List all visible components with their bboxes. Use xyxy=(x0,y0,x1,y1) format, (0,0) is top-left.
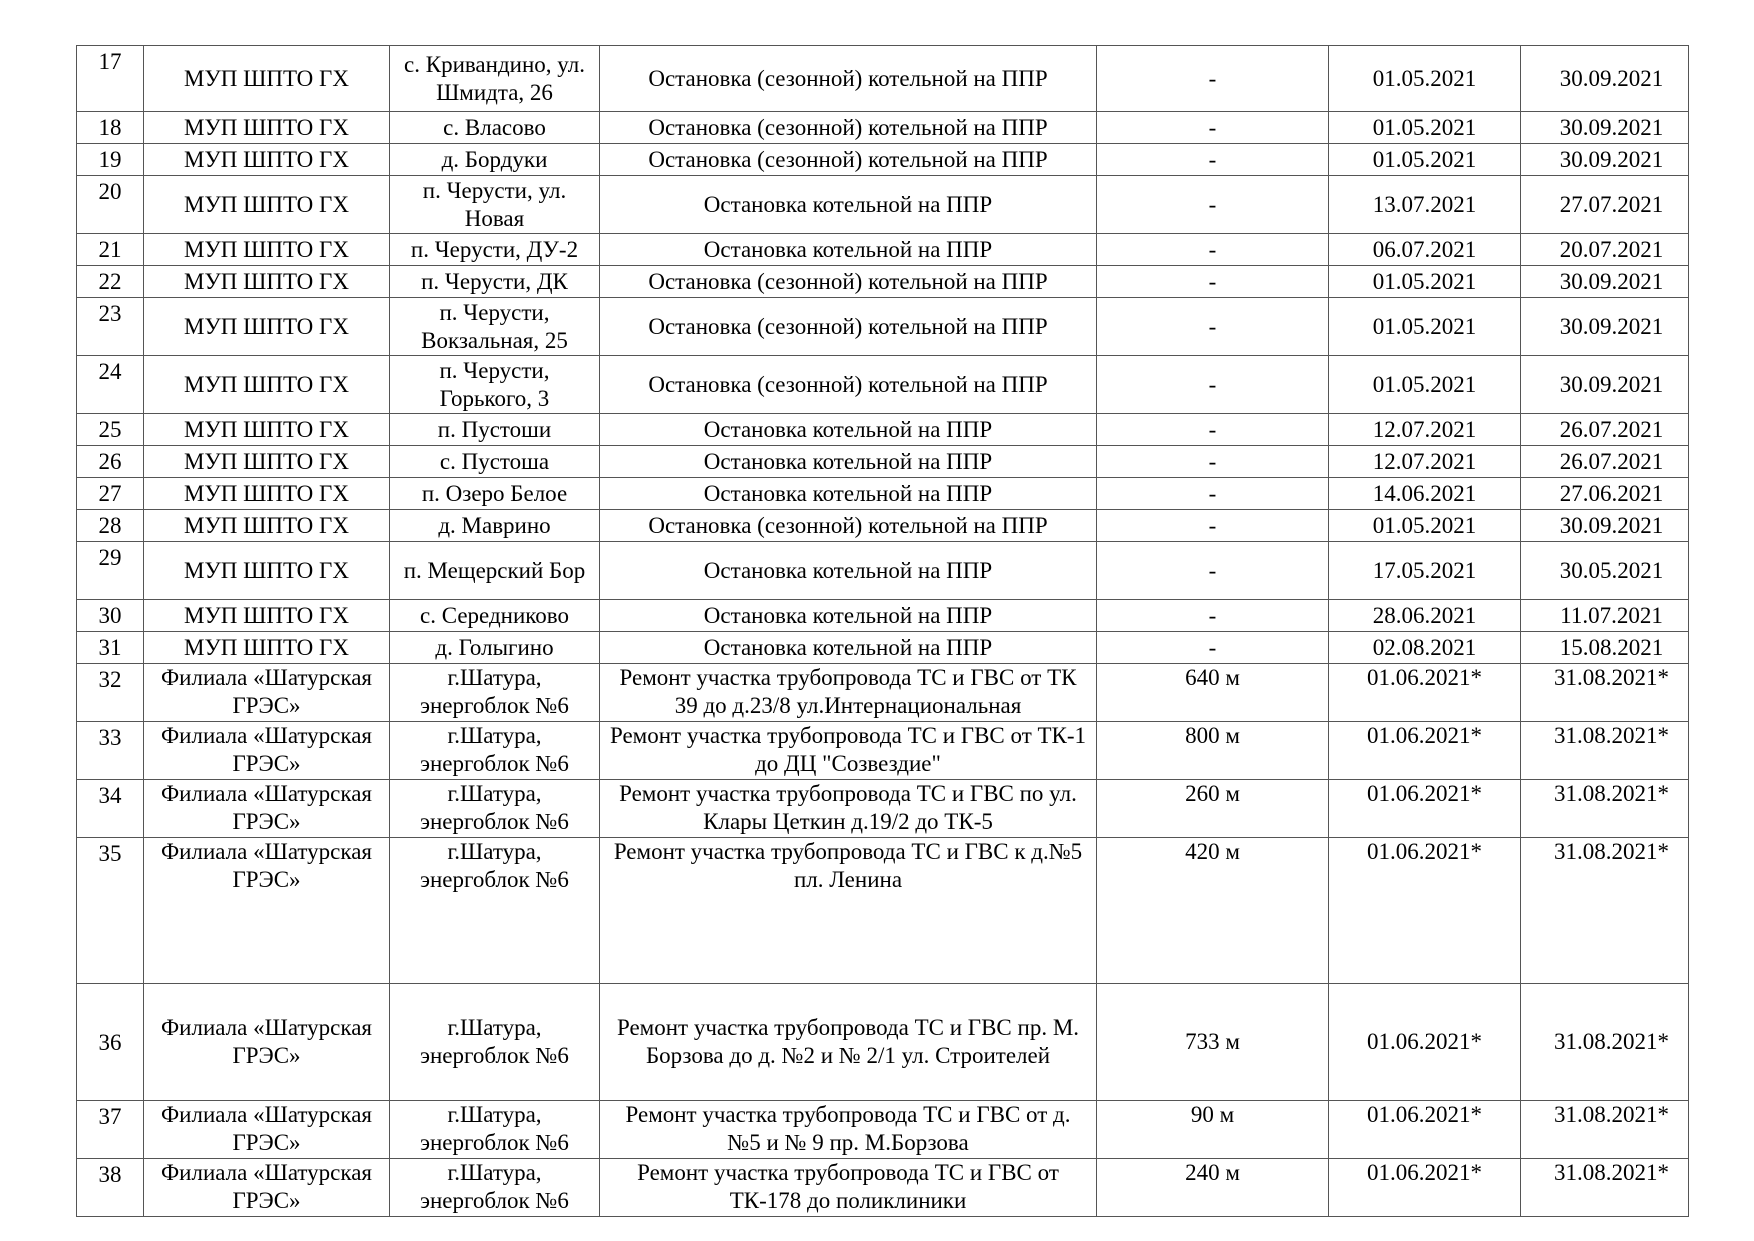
cell-loc: п. Черусти, ДУ-2 xyxy=(390,234,600,266)
cell-work: Ремонт участка трубопровода ТС и ГВС по ул. Клары Цеткин д.19/2 до ТК-5 xyxy=(600,780,1097,838)
cell-end: 31.08.2021* xyxy=(1521,838,1689,984)
table-row xyxy=(77,46,1689,112)
table-row xyxy=(77,542,1689,600)
cell-start: 01.05.2021 xyxy=(1329,510,1521,542)
table-row xyxy=(77,446,1689,478)
cell-num: 38 xyxy=(77,1159,144,1217)
cell-len: - xyxy=(1097,176,1329,234)
cell-loc: д. Маврино xyxy=(390,510,600,542)
cell-start: 01.06.2021* xyxy=(1329,1159,1521,1217)
cell-work: Остановка (сезонной) котельной на ППР xyxy=(600,46,1097,112)
cell-num: 21 xyxy=(77,234,144,266)
cell-end: 11.07.2021 xyxy=(1521,600,1689,632)
cell-end: 31.08.2021* xyxy=(1521,664,1689,722)
cell-num: 31 xyxy=(77,632,144,664)
cell-org: Филиала «Шатурская ГРЭС» xyxy=(144,1159,390,1217)
cell-num: 18 xyxy=(77,112,144,144)
cell-org: МУП ШПТО ГХ xyxy=(144,542,390,600)
cell-len: - xyxy=(1097,46,1329,112)
cell-end: 20.07.2021 xyxy=(1521,234,1689,266)
cell-loc: с. Пустоша xyxy=(390,446,600,478)
cell-len: - xyxy=(1097,266,1329,298)
table-row xyxy=(77,176,1689,234)
cell-num: 34 xyxy=(77,780,144,838)
cell-work: Остановка котельной на ППР xyxy=(600,234,1097,266)
cell-work: Остановка котельной на ППР xyxy=(600,446,1097,478)
cell-end: 30.09.2021 xyxy=(1521,266,1689,298)
cell-org: МУП ШПТО ГХ xyxy=(144,112,390,144)
cell-loc: с. Кривандино, ул. Шмидта, 26 xyxy=(390,46,600,112)
cell-org: МУП ШПТО ГХ xyxy=(144,356,390,414)
cell-start: 01.06.2021* xyxy=(1329,1101,1521,1159)
cell-work: Остановка (сезонной) котельной на ППР xyxy=(600,298,1097,356)
table-row xyxy=(77,478,1689,510)
cell-end: 30.09.2021 xyxy=(1521,298,1689,356)
cell-org: МУП ШПТО ГХ xyxy=(144,176,390,234)
table-row xyxy=(77,144,1689,176)
cell-loc: п. Пустоши xyxy=(390,414,600,446)
cell-end: 27.06.2021 xyxy=(1521,478,1689,510)
cell-org: Филиала «Шатурская ГРЭС» xyxy=(144,1101,390,1159)
cell-end: 26.07.2021 xyxy=(1521,446,1689,478)
cell-len: - xyxy=(1097,112,1329,144)
table-row xyxy=(77,356,1689,414)
cell-org: Филиала «Шатурская ГРЭС» xyxy=(144,780,390,838)
cell-start: 28.06.2021 xyxy=(1329,600,1521,632)
cell-work: Ремонт участка трубопровода ТС и ГВС от д. №5 и № 9 пр. М.Борзова xyxy=(600,1101,1097,1159)
table-body xyxy=(77,46,1689,1217)
cell-start: 01.06.2021* xyxy=(1329,780,1521,838)
cell-start: 17.05.2021 xyxy=(1329,542,1521,600)
table-row xyxy=(77,664,1689,722)
cell-len: 640 м xyxy=(1097,664,1329,722)
cell-len: 733 м xyxy=(1097,984,1329,1101)
cell-loc: п. Черусти, Вокзальная, 25 xyxy=(390,298,600,356)
cell-num: 32 xyxy=(77,664,144,722)
cell-end: 31.08.2021* xyxy=(1521,984,1689,1101)
cell-len: - xyxy=(1097,356,1329,414)
cell-work: Остановка (сезонной) котельной на ППР xyxy=(600,112,1097,144)
table-row xyxy=(77,414,1689,446)
cell-loc: г.Шатура, энергоблок №6 xyxy=(390,664,600,722)
cell-end: 30.09.2021 xyxy=(1521,112,1689,144)
cell-org: Филиала «Шатурская ГРЭС» xyxy=(144,664,390,722)
cell-loc: д. Бордуки xyxy=(390,144,600,176)
cell-end: 31.08.2021* xyxy=(1521,780,1689,838)
cell-num: 30 xyxy=(77,600,144,632)
cell-start: 02.08.2021 xyxy=(1329,632,1521,664)
cell-num: 17 xyxy=(77,46,144,112)
cell-org: МУП ШПТО ГХ xyxy=(144,144,390,176)
cell-start: 01.05.2021 xyxy=(1329,356,1521,414)
cell-loc: с. Середниково xyxy=(390,600,600,632)
cell-loc: г.Шатура, энергоблок №6 xyxy=(390,984,600,1101)
cell-org: МУП ШПТО ГХ xyxy=(144,414,390,446)
cell-org: МУП ШПТО ГХ xyxy=(144,632,390,664)
cell-len: - xyxy=(1097,632,1329,664)
cell-start: 14.06.2021 xyxy=(1329,478,1521,510)
cell-end: 30.09.2021 xyxy=(1521,356,1689,414)
cell-work: Остановка котельной на ППР xyxy=(600,632,1097,664)
cell-loc: с. Власово xyxy=(390,112,600,144)
cell-end: 30.05.2021 xyxy=(1521,542,1689,600)
cell-len: - xyxy=(1097,542,1329,600)
cell-len: 90 м xyxy=(1097,1101,1329,1159)
cell-org: МУП ШПТО ГХ xyxy=(144,234,390,266)
cell-end: 30.09.2021 xyxy=(1521,46,1689,112)
cell-work: Остановка котельной на ППР xyxy=(600,414,1097,446)
cell-len: - xyxy=(1097,144,1329,176)
cell-len: - xyxy=(1097,414,1329,446)
cell-start: 01.05.2021 xyxy=(1329,112,1521,144)
cell-num: 20 xyxy=(77,176,144,234)
cell-num: 24 xyxy=(77,356,144,414)
cell-org: Филиала «Шатурская ГРЭС» xyxy=(144,838,390,984)
cell-len: 240 м xyxy=(1097,1159,1329,1217)
cell-org: МУП ШПТО ГХ xyxy=(144,266,390,298)
table-row xyxy=(77,1159,1689,1217)
cell-len: 420 м xyxy=(1097,838,1329,984)
cell-org: МУП ШПТО ГХ xyxy=(144,510,390,542)
cell-num: 33 xyxy=(77,722,144,780)
cell-start: 01.06.2021* xyxy=(1329,984,1521,1101)
cell-loc: п. Черусти, ДК xyxy=(390,266,600,298)
cell-num: 25 xyxy=(77,414,144,446)
cell-work: Ремонт участка трубопровода ТС и ГВС от ТК-178 до поликлиники xyxy=(600,1159,1097,1217)
cell-num: 23 xyxy=(77,298,144,356)
cell-work: Остановка (сезонной) котельной на ППР xyxy=(600,356,1097,414)
cell-org: МУП ШПТО ГХ xyxy=(144,446,390,478)
cell-work: Остановка котельной на ППР xyxy=(600,176,1097,234)
cell-work: Остановка (сезонной) котельной на ППР xyxy=(600,510,1097,542)
cell-loc: п. Озеро Белое xyxy=(390,478,600,510)
cell-work: Ремонт участка трубопровода ТС и ГВС от ТК 39 до д.23/8 ул.Интернациональная xyxy=(600,664,1097,722)
cell-start: 06.07.2021 xyxy=(1329,234,1521,266)
cell-end: 26.07.2021 xyxy=(1521,414,1689,446)
table-row xyxy=(77,266,1689,298)
cell-len: 800 м xyxy=(1097,722,1329,780)
table-row xyxy=(77,600,1689,632)
cell-num: 28 xyxy=(77,510,144,542)
cell-work: Ремонт участка трубопровода ТС и ГВС пр. М. Борзова до д. №2 и № 2/1 ул. Строителей xyxy=(600,984,1097,1101)
cell-start: 01.05.2021 xyxy=(1329,298,1521,356)
cell-len: - xyxy=(1097,600,1329,632)
cell-start: 01.06.2021* xyxy=(1329,722,1521,780)
cell-loc: д. Голыгино xyxy=(390,632,600,664)
cell-start: 01.05.2021 xyxy=(1329,144,1521,176)
cell-end: 15.08.2021 xyxy=(1521,632,1689,664)
cell-loc: п. Черусти, Горького, 3 xyxy=(390,356,600,414)
cell-org: Филиала «Шатурская ГРЭС» xyxy=(144,722,390,780)
cell-org: МУП ШПТО ГХ xyxy=(144,600,390,632)
cell-start: 01.05.2021 xyxy=(1329,46,1521,112)
table-row xyxy=(77,1101,1689,1159)
cell-num: 19 xyxy=(77,144,144,176)
cell-loc: г.Шатура, энергоблок №6 xyxy=(390,1101,600,1159)
cell-end: 30.09.2021 xyxy=(1521,144,1689,176)
cell-loc: п. Черусти, ул. Новая xyxy=(390,176,600,234)
cell-work: Остановка котельной на ППР xyxy=(600,542,1097,600)
cell-num: 27 xyxy=(77,478,144,510)
cell-len: 260 м xyxy=(1097,780,1329,838)
cell-start: 12.07.2021 xyxy=(1329,414,1521,446)
cell-start: 01.06.2021* xyxy=(1329,664,1521,722)
cell-end: 31.08.2021* xyxy=(1521,1101,1689,1159)
cell-len: - xyxy=(1097,446,1329,478)
cell-num: 26 xyxy=(77,446,144,478)
cell-loc: г.Шатура, энергоблок №6 xyxy=(390,1159,600,1217)
cell-work: Остановка (сезонной) котельной на ППР xyxy=(600,144,1097,176)
cell-loc: г.Шатура, энергоблок №6 xyxy=(390,838,600,984)
cell-num: 35 xyxy=(77,838,144,984)
table-row xyxy=(77,112,1689,144)
table-row xyxy=(77,780,1689,838)
cell-start: 13.07.2021 xyxy=(1329,176,1521,234)
cell-len: - xyxy=(1097,478,1329,510)
cell-len: - xyxy=(1097,234,1329,266)
cell-end: 31.08.2021* xyxy=(1521,1159,1689,1217)
cell-org: МУП ШПТО ГХ xyxy=(144,46,390,112)
cell-len: - xyxy=(1097,298,1329,356)
cell-num: 37 xyxy=(77,1101,144,1159)
cell-num: 36 xyxy=(77,984,144,1101)
cell-loc: п. Мещерский Бор xyxy=(390,542,600,600)
cell-end: 30.09.2021 xyxy=(1521,510,1689,542)
cell-org: МУП ШПТО ГХ xyxy=(144,298,390,356)
cell-start: 12.07.2021 xyxy=(1329,446,1521,478)
cell-len: - xyxy=(1097,510,1329,542)
cell-end: 31.08.2021* xyxy=(1521,722,1689,780)
cell-work: Ремонт участка трубопровода ТС и ГВС к д.№5 пл. Ленина xyxy=(600,838,1097,984)
cell-num: 22 xyxy=(77,266,144,298)
table-row xyxy=(77,234,1689,266)
cell-work: Остановка котельной на ППР xyxy=(600,600,1097,632)
table-row xyxy=(77,722,1689,780)
table-row xyxy=(77,632,1689,664)
cell-org: МУП ШПТО ГХ xyxy=(144,478,390,510)
cell-loc: г.Шатура, энергоблок №6 xyxy=(390,780,600,838)
cell-start: 01.06.2021* xyxy=(1329,838,1521,984)
table-row xyxy=(77,838,1689,984)
cell-num: 29 xyxy=(77,542,144,600)
table-row xyxy=(77,984,1689,1101)
cell-org: Филиала «Шатурская ГРЭС» xyxy=(144,984,390,1101)
table-row xyxy=(77,510,1689,542)
table-row xyxy=(77,298,1689,356)
cell-work: Остановка (сезонной) котельной на ППР xyxy=(600,266,1097,298)
cell-work: Остановка котельной на ППР xyxy=(600,478,1097,510)
cell-work: Ремонт участка трубопровода ТС и ГВС от ТК-1 до ДЦ "Созвездие" xyxy=(600,722,1097,780)
cell-loc: г.Шатура, энергоблок №6 xyxy=(390,722,600,780)
cell-end: 27.07.2021 xyxy=(1521,176,1689,234)
cell-start: 01.05.2021 xyxy=(1329,266,1521,298)
repair-schedule-table xyxy=(76,45,1689,1217)
